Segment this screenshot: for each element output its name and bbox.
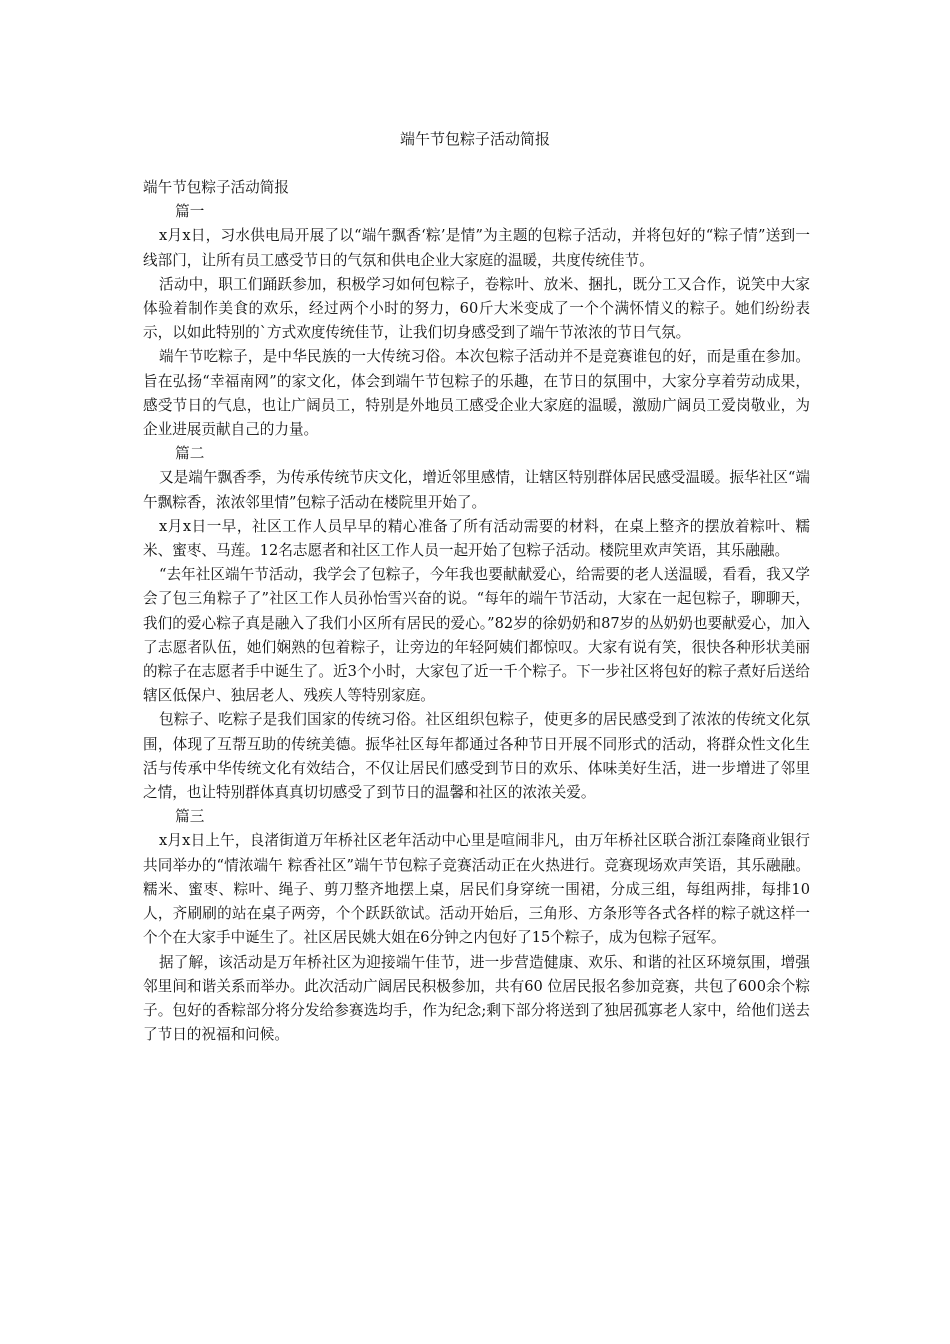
paragraph: x月x日，习水供电局开展了以“端午飘香‘粽’是情”为主题的包粽子活动，并将包好的“粽子情”送到一线部门，让所有员工感受节日的气氛和供电企业大家庭的温暖，共度传统佳节。 [143,227,810,269]
paragraph: 包粽子、吃粽子是我们国家的传统习俗。社区组织包粽子，使更多的居民感受到了浓浓的传统文化氛围，体现了互帮互助的传统美德。振华社区每年都通过各种节日开展不同形式的活动，将群众性文化生活与传承中华传统文化有效结合，不仅让居民们感受到节日的欢乐、体味美好生活，进一步增进了邻里之情，也让特别群体真真切切感受了到节日的温馨和社区的浓浓关爱。 [143,711,810,802]
paragraph: x月x日上午，良渚街道万年桥社区老年活动中心里是喧闹非凡，由万年桥社区联合浙江泰隆商业银行共同举办的“情浓端午 粽香社区”端午节包粽子竞赛活动正在火热进行。竞赛现场欢声笑语，其乐融融。糯米、蜜枣、粽叶、绳子、剪刀整齐地摆上桌，居民们身穿统一围裙，分成三组，每组两排，每排10人，齐刷刷的站在桌子两旁，个个跃跃欲试。活动开始后，三角形、方条形等各式各样的粽子就这样一个个在大家手中诞生了。社区居民姚大姐在6分钟之内包好了15个粽子，成为包粽子冠军。 [143,832,810,947]
paragraph: 又是端午飘香季，为传承传统节庆文化，增近邻里感情，让辖区特别群体居民感受温暖。振华社区“端午飘粽香，浓浓邻里情”包粽子活动在楼院里开始了。 [143,469,810,511]
section-label: 篇二 [175,445,205,463]
paragraph: “去年社区端午节活动，我学会了包粽子，今年我也要献献爱心，给需要的老人送温暖，看看，我又学会了包三角粽子了”社区工作人员孙怡雪兴奋的说。“每年的端午节活动，大家在一起包粽子，聊聊天，我们的爱心粽子真是融入了我们小区所有居民的爱心。”82岁的徐奶奶和87岁的丛奶奶也要献爱心，加入了志愿者队伍，她们娴熟的包着粽子，让旁边的年轻阿姨们都惊叹。大家有说有笑，很快各种形状美丽的粽子在志愿者手中诞生了。近3个小时，大家包了近一千个粽子。下一步社区将包好的粽子煮好后送给辖区低保户、独居老人、残疾人等特别家庭。 [143,566,810,705]
section-label: 篇一 [175,203,205,221]
paragraph: 据了解，该活动是万年桥社区为迎接端午佳节，进一步营造健康、欢乐、和谐的社区环境氛围，增强邻里间和谐关系而举办。此次活动广阔居民积极参加，共有60 位居民报名参加竞赛，共包了600余个粽子。包好的香粽部分将分发给参赛选均手，作为纪念;剩下部分将送到了独居孤寡老人家中，给他们送去了节日的祝福和问候。 [143,953,810,1044]
paragraph: 活动中，职工们踊跃参加，积极学习如何包粽子，卷粽叶、放米、捆扎，既分工又合作，说笑中大家体验着制作美食的欢乐，经过两个小时的努力，60斤大米变成了一个个满怀情义的粽子。她们纷纷表示，以如此特别的`方式欢度传统佳节，让我们切身感受到了端午节浓浓的节日气氛。 [143,275,810,342]
paragraph: x月x日一早，社区工作人员早早的精心准备了所有活动需要的材料，在桌上整齐的摆放着粽叶、糯米、蜜枣、马莲。12名志愿者和社区工作人员一起开始了包粽子活动。楼院里欢声笑语，其乐融融。 [143,517,810,560]
paragraph: 端午节吃粽子，是中华民族的一大传统习俗。本次包粽子活动并不是竞赛谁包的好，而是重在参加。旨在弘扬“幸福南网”的家文化，体会到端午节包粽子的乐趣，在节日的氛围中，大家分享着劳动成果，感受节日的气息，也让广阔员工，特别是外地员工感受企业大家庭的温暖，激励广阔员工爱岗敬业，为企业进展贡献自己的力量。 [143,348,810,439]
document-title: 端午节包粽子活动简报 [399,130,550,148]
section-label: 篇三 [175,808,205,826]
document-body [143,176,810,1047]
document-subtitle: 端午节包粽子活动简报 [143,179,289,196]
